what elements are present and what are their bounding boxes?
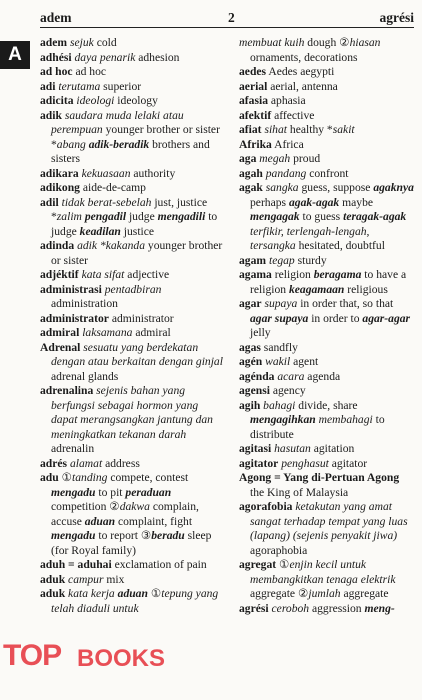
dictionary-entry xyxy=(40,573,223,588)
headword: agrési xyxy=(239,601,269,615)
malay-gloss: membuat kuih xyxy=(239,36,305,49)
headword: adikara xyxy=(40,166,79,180)
malay-gloss: ketakutan yang amat sangat terhadap tempat yang luas (lapang) (sejenis penyakit jiwa) xyxy=(250,500,408,542)
english-gloss: aggression xyxy=(309,601,365,615)
derived-word: agaknya xyxy=(373,181,414,194)
dictionary-entry xyxy=(239,254,414,269)
english-gloss: sturdy xyxy=(294,253,327,267)
left-column xyxy=(40,36,223,616)
english-gloss: agitation xyxy=(310,442,355,455)
english-gloss: aerial, antenna xyxy=(267,79,338,93)
english-gloss: administrator xyxy=(108,311,174,325)
headword: adikong xyxy=(40,181,80,194)
malay-gloss: campur xyxy=(68,572,104,586)
malay-gloss: megah xyxy=(259,152,291,165)
english-gloss: divide, share xyxy=(295,398,358,412)
english-gloss: address xyxy=(102,456,140,470)
malay-gloss: sejuk xyxy=(69,36,94,49)
headword: agak xyxy=(239,181,263,194)
headword: Agong = Yang di-Pertuan Agong xyxy=(239,471,400,484)
malay-gloss: enjin kecil untuk membangkitkan tenaga elektrik xyxy=(250,558,396,586)
english-gloss: adrenal glands xyxy=(51,369,119,383)
dictionary-entry xyxy=(239,181,414,254)
english-gloss: justice xyxy=(120,224,155,238)
english-gloss: maybe xyxy=(339,195,374,209)
english-gloss: mix xyxy=(103,572,125,586)
malay-gloss: sesuatu yang berdekatan dengan atau berkaitan dengan ginjal xyxy=(51,340,223,368)
english-gloss: agenda xyxy=(304,369,341,383)
derived-word: keagamaan xyxy=(288,282,345,296)
dictionary-entry xyxy=(40,181,223,196)
english-gloss: in order to xyxy=(308,311,363,325)
english-gloss: agent xyxy=(290,355,319,368)
dictionary-entry xyxy=(40,283,223,312)
header-rule xyxy=(40,27,414,28)
dictionary-entry xyxy=(40,341,223,385)
dictionary-entry xyxy=(239,109,414,124)
english-gloss: aide-de-camp xyxy=(79,181,146,194)
english-gloss: competition ② xyxy=(51,500,120,513)
headword: aerial xyxy=(239,79,268,93)
dictionary-entry xyxy=(239,442,414,457)
english-gloss: aphasia xyxy=(267,94,306,107)
headword: adinda xyxy=(40,239,75,252)
english-gloss: cold xyxy=(93,36,117,49)
english-gloss: aggregate ② xyxy=(250,587,309,600)
headword: agama xyxy=(239,268,272,281)
english-gloss: hesitated, doubtful xyxy=(295,239,385,252)
malay-gloss: terfikir, terlengah-lengah, tersangka xyxy=(250,224,370,252)
malay-gloss: sihat xyxy=(264,123,288,136)
header-right-guide-word: agrési xyxy=(379,10,414,25)
dictionary-entry xyxy=(40,384,223,457)
malay-gloss: alamat xyxy=(69,456,103,470)
headword: agénda xyxy=(239,369,275,383)
derived-word: agar supaya xyxy=(250,311,309,325)
dictionary-entry xyxy=(239,399,414,443)
malay-gloss: penghasut xyxy=(281,456,329,470)
dictionary-entry xyxy=(239,123,414,138)
derived-word: mengadili xyxy=(157,210,206,223)
headword: adrenalina xyxy=(40,384,94,397)
malay-gloss: sangka xyxy=(265,181,299,194)
malay-gloss: membahagi xyxy=(318,413,373,426)
malay-gloss: supaya xyxy=(264,297,298,310)
logo-text-books: BOOKS xyxy=(77,645,166,672)
english-gloss: in order that, so that xyxy=(297,297,394,310)
headword: adi xyxy=(40,79,56,93)
headword: ad hoc xyxy=(40,65,73,78)
malay-gloss: wakil xyxy=(265,355,291,368)
malay-gloss: laksamana xyxy=(82,326,133,339)
dictionary-entry xyxy=(239,355,414,370)
header-left-guide-word: adem xyxy=(40,10,72,25)
headword: agam xyxy=(239,253,267,267)
derived-word: mengadu xyxy=(51,485,96,499)
derived-word: adik-beradik xyxy=(88,137,150,151)
english-gloss: Aedes aegypti xyxy=(266,65,335,78)
malay-gloss: sejenis bahan yang berfungsi sebagai hormon yang dapat merangsangkan jantung dan meningkatkan tekanan darah xyxy=(51,384,213,441)
dictionary-entry xyxy=(40,80,223,95)
headword: adik xyxy=(40,108,62,122)
headword: admiral xyxy=(40,326,80,339)
dictionary-entry xyxy=(40,167,223,182)
headword: adil xyxy=(40,195,59,209)
english-gloss: younger brother or sister * xyxy=(51,123,220,151)
derived-word: beragama xyxy=(313,268,362,281)
english-gloss: ad hoc xyxy=(72,65,107,78)
malay-gloss: zalim xyxy=(56,210,82,223)
english-gloss: ① xyxy=(147,587,162,600)
letter-tab: A xyxy=(0,41,30,69)
headword: agih xyxy=(239,398,261,412)
english-gloss: authority xyxy=(130,166,176,180)
dictionary-entry xyxy=(239,94,414,109)
dictionary-entry xyxy=(40,587,223,616)
derived-word: keadilan xyxy=(79,224,121,238)
english-gloss: confront xyxy=(306,166,349,180)
malay-gloss: saudara muda lelaki atau perempuan xyxy=(51,108,184,136)
headword: agar xyxy=(239,297,262,310)
malay-gloss: pentadbiran xyxy=(104,282,162,296)
derived-word: mengadu xyxy=(51,529,96,542)
english-gloss: to pit xyxy=(95,485,126,499)
page-header xyxy=(40,6,414,26)
dictionary-entry xyxy=(239,602,414,617)
headword: adrés xyxy=(40,456,68,470)
english-gloss: ornaments, decorations xyxy=(250,50,358,64)
headword: aduh = aduhai xyxy=(40,558,112,571)
malay-gloss: hiasan xyxy=(349,36,381,49)
logo-text-top: TOP xyxy=(3,639,62,672)
english-gloss: judge xyxy=(126,210,158,223)
dictionary-entry xyxy=(239,167,414,182)
headword: aedes xyxy=(239,65,267,78)
english-gloss: administration xyxy=(51,297,118,310)
english-gloss: healthy * xyxy=(287,123,333,136)
english-gloss: proud xyxy=(290,152,321,165)
malay-gloss: sakit xyxy=(332,123,355,136)
headword: adhési xyxy=(40,50,72,64)
malay-gloss: tepung yang telah diaduli untuk xyxy=(51,587,219,615)
right-column xyxy=(239,36,414,616)
malay-gloss: dakwa xyxy=(119,500,150,513)
malay-gloss: bahagi xyxy=(263,398,296,412)
malay-gloss: tanding xyxy=(72,471,108,484)
english-gloss: brothers and sisters xyxy=(51,137,210,165)
headword: agensi xyxy=(239,384,270,397)
dictionary-entry xyxy=(239,500,414,558)
dictionary-entry xyxy=(40,65,223,80)
dictionary-entry xyxy=(239,36,414,65)
dictionary-entry xyxy=(239,80,414,95)
derived-word: mengagak xyxy=(250,210,300,223)
dictionary-entry xyxy=(239,471,414,500)
derived-word: beradu xyxy=(151,529,185,542)
dictionary-entry xyxy=(40,558,223,573)
page-number: 2 xyxy=(228,10,235,25)
headword: aduk xyxy=(40,572,66,586)
malay-gloss: terutama xyxy=(58,79,101,93)
english-gloss: affective xyxy=(271,108,315,122)
malay-gloss: ideologi xyxy=(76,94,115,107)
dictionary-entry xyxy=(239,558,414,602)
derived-word: aduan xyxy=(117,587,148,600)
headword: Afrika xyxy=(239,137,272,151)
english-gloss: to report ③ xyxy=(95,529,152,542)
english-gloss: Africa xyxy=(271,137,304,151)
dictionary-entry xyxy=(40,239,223,268)
dictionary-entry xyxy=(239,341,414,356)
dictionary-entry xyxy=(239,138,414,153)
headword: Adrenal xyxy=(40,340,81,354)
malay-gloss: hasutan xyxy=(274,442,311,455)
dictionary-entry xyxy=(40,312,223,327)
dictionary-entry xyxy=(239,457,414,472)
derived-word: pengadil xyxy=(84,210,127,223)
headword: adicita xyxy=(40,94,74,107)
malay-gloss: tidak berat-sebelah xyxy=(61,195,152,209)
english-gloss: superior xyxy=(100,79,142,93)
headword: afektif xyxy=(239,108,272,122)
malay-gloss: ceroboh xyxy=(271,601,310,615)
english-gloss: younger brother or sister xyxy=(51,239,223,267)
english-gloss: sleep (for Royal family) xyxy=(51,529,212,557)
dictionary-entry xyxy=(239,65,414,80)
english-gloss: aggregate xyxy=(340,587,389,600)
english-gloss: agoraphobia xyxy=(250,543,308,557)
english-gloss: the King of Malaysia xyxy=(250,485,349,499)
english-gloss: religion xyxy=(271,268,314,281)
malay-gloss: kata sifat xyxy=(81,268,125,281)
malay-gloss: kekuasaan xyxy=(81,166,131,180)
dictionary-entry xyxy=(40,36,223,51)
headword: agah xyxy=(239,166,263,180)
headword: agas xyxy=(239,340,261,354)
headword: adjéktif xyxy=(40,268,79,281)
headword: adem xyxy=(40,36,68,49)
malay-gloss: kata kerja xyxy=(68,587,115,600)
dictionary-entry xyxy=(40,457,223,472)
headword: agitator xyxy=(239,456,279,470)
derived-word: teragak-agak xyxy=(343,210,407,223)
dictionary-entry xyxy=(40,326,223,341)
malay-gloss: adik *kakanda xyxy=(77,239,146,252)
headword: agén xyxy=(239,355,263,368)
english-gloss: complain, accuse xyxy=(51,500,199,528)
dictionary-entry xyxy=(239,297,414,341)
headword: agregat xyxy=(239,558,277,571)
malay-gloss: jumlah xyxy=(308,587,341,600)
english-gloss: guess, suppose xyxy=(298,181,374,194)
english-gloss: complaint, fight xyxy=(115,514,193,528)
dictionary-entry xyxy=(239,268,414,297)
headword: agorafobia xyxy=(239,500,293,513)
derived-word: mengagihkan xyxy=(250,413,316,426)
headword: aduk xyxy=(40,587,66,600)
dictionary-entry xyxy=(40,51,223,66)
english-gloss: adhesion xyxy=(135,50,180,64)
english-gloss: religious xyxy=(344,282,388,296)
malay-gloss: daya penarik xyxy=(74,50,136,64)
dictionary-entry xyxy=(239,152,414,167)
headword: afiat xyxy=(239,123,262,136)
derived-word: aduan xyxy=(84,514,116,528)
derived-word: agar-agar xyxy=(362,311,411,325)
dictionary-entry xyxy=(40,94,223,109)
english-gloss: just, justice * xyxy=(51,195,208,223)
derived-word: meng- xyxy=(364,601,395,615)
english-gloss: sandfly xyxy=(260,340,298,354)
headword: aga xyxy=(239,152,257,165)
english-gloss: to distribute xyxy=(250,413,385,441)
malay-gloss: abang xyxy=(56,137,86,151)
english-gloss: adrenalin xyxy=(51,442,95,455)
dictionary-entry xyxy=(40,268,223,283)
derived-word: peraduan xyxy=(125,485,172,499)
english-gloss: ideology xyxy=(114,94,158,107)
english-gloss: to guess xyxy=(299,210,344,223)
malay-gloss: pandang xyxy=(265,166,307,180)
dictionary-entry xyxy=(40,196,223,240)
english-gloss: perhaps xyxy=(250,195,289,209)
watermark-logo xyxy=(3,636,173,686)
malay-gloss: acara xyxy=(277,369,305,383)
english-gloss: ① xyxy=(58,471,72,484)
english-gloss: exclamation of pain xyxy=(111,558,207,571)
english-gloss: agency xyxy=(269,384,306,397)
english-gloss: ① xyxy=(276,558,290,571)
malay-gloss: tegap xyxy=(268,253,295,267)
english-gloss: compete, contest xyxy=(107,471,189,484)
derived-word: agak-agak xyxy=(288,195,340,209)
dictionary-entry xyxy=(40,109,223,167)
english-gloss: to have a religion xyxy=(250,268,407,296)
english-gloss: admiral xyxy=(132,326,171,339)
headword: agitasi xyxy=(239,442,272,455)
headword: administrator xyxy=(40,311,109,325)
english-gloss: adjective xyxy=(124,268,170,281)
english-gloss: to judge xyxy=(51,210,218,238)
headword: adu xyxy=(40,471,59,484)
dictionary-entry xyxy=(40,471,223,558)
headword: administrasi xyxy=(40,282,102,296)
english-gloss: jelly xyxy=(250,326,271,339)
dictionary-entry xyxy=(239,384,414,399)
english-gloss: agitator xyxy=(328,456,368,470)
dictionary-entry xyxy=(239,370,414,385)
english-gloss: dough ② xyxy=(304,36,350,49)
headword: afasia xyxy=(239,94,268,107)
